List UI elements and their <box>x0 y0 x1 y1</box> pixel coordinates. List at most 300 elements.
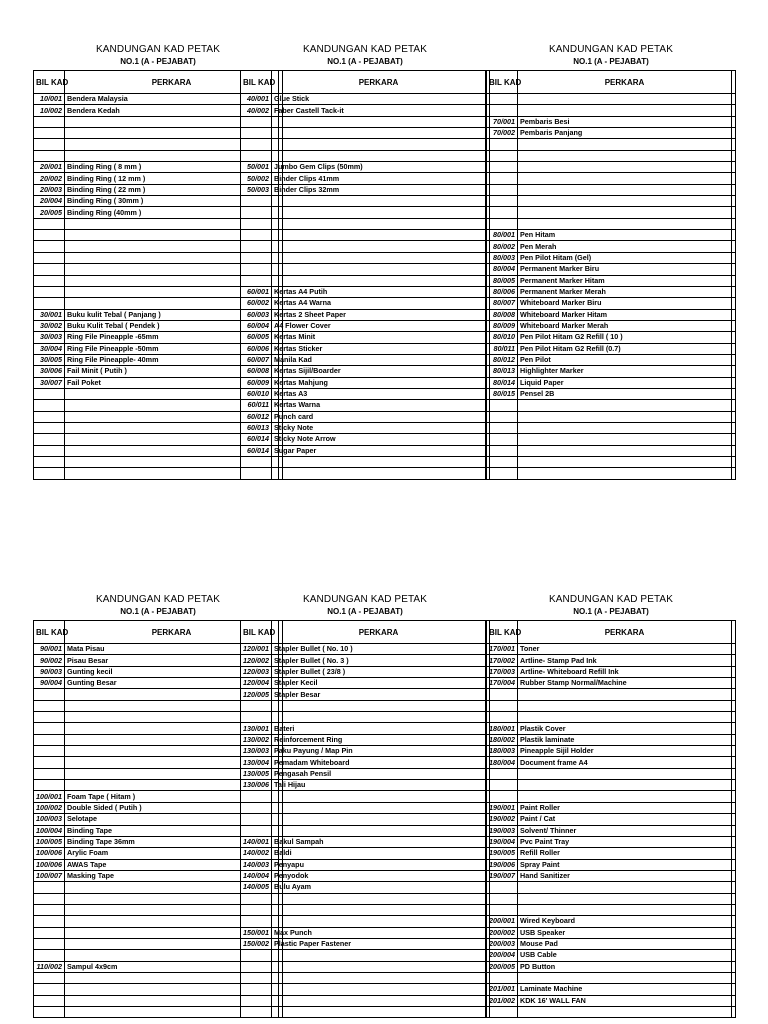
item-name: Binder Clips 41mm <box>272 173 486 184</box>
item-name <box>272 814 486 825</box>
item-name: Baldi <box>272 848 486 859</box>
kad-code: 190/001 <box>487 802 518 813</box>
table-row <box>487 734 736 745</box>
kad-code: 80/012 <box>487 354 518 365</box>
kad-code: 70/001 <box>487 116 518 127</box>
kad-code <box>241 791 272 802</box>
table-row <box>241 689 490 700</box>
gap-cell <box>732 904 736 915</box>
kad-code: 60/010 <box>241 388 272 399</box>
item-name: Ring File Pineapple- 40mm <box>65 354 279 365</box>
gap-cell <box>732 286 736 297</box>
kad-code: 190/005 <box>487 848 518 859</box>
gap-cell <box>732 162 736 173</box>
gap-cell <box>732 377 736 388</box>
gap-cell <box>732 655 736 666</box>
table-row <box>241 655 490 666</box>
kad-code <box>241 802 272 813</box>
gap-cell <box>732 196 736 207</box>
kad-code <box>34 734 65 745</box>
item-name: Stapler Bullet ( 23/8 ) <box>272 666 486 677</box>
kad-code: 10/001 <box>34 94 65 105</box>
table-row <box>487 927 736 938</box>
gap-cell <box>732 768 736 779</box>
item-name: Stapler Bullet ( No. 3 ) <box>272 655 486 666</box>
kad-code: 30/004 <box>34 343 65 354</box>
table-row <box>487 916 736 927</box>
kad-code <box>34 445 65 456</box>
item-name: Whiteboard Marker Hitam <box>518 309 732 320</box>
item-name: Highlighter Marker <box>518 366 732 377</box>
item-name <box>272 207 486 218</box>
panel-subtitle: NO.1 (A - PEJABAT) <box>573 607 649 616</box>
table-row <box>241 298 490 309</box>
panel-title: KANDUNGAN KAD PETAK <box>96 594 220 605</box>
item-name: Foam Tape ( Hitam ) <box>65 791 279 802</box>
kad-code <box>241 984 272 995</box>
bil-header: BIL KAD <box>34 621 65 644</box>
kad-code <box>34 916 65 927</box>
gap-cell <box>732 354 736 365</box>
table-row <box>487 825 736 836</box>
kad-code <box>34 468 65 479</box>
table-row <box>241 116 490 127</box>
gap-cell <box>732 961 736 972</box>
item-name: Document frame A4 <box>518 757 732 768</box>
kad-code <box>487 791 518 802</box>
table-row <box>241 400 490 411</box>
kad-code: 60/006 <box>241 343 272 354</box>
item-name: Whiteboard Marker Biru <box>518 298 732 309</box>
item-name <box>518 904 732 915</box>
item-name <box>518 218 732 229</box>
kad-code: 60/014 <box>241 434 272 445</box>
table-header <box>241 71 490 94</box>
kad-code: 60/012 <box>241 411 272 422</box>
item-name: Pen Merah <box>518 241 732 252</box>
kad-code: 50/003 <box>241 184 272 195</box>
gap-cell <box>732 916 736 927</box>
item-name: A4 Flower Cover <box>272 320 486 331</box>
gap-cell <box>732 388 736 399</box>
item-name <box>272 712 486 723</box>
table-row <box>487 995 736 1006</box>
kad-code <box>34 218 65 229</box>
item-name: Paint / Cat <box>518 814 732 825</box>
item-name <box>272 950 486 961</box>
kad-code: 80/013 <box>487 366 518 377</box>
kad-code: 201/001 <box>487 984 518 995</box>
kad-code <box>487 768 518 779</box>
item-name: Penyodok <box>272 870 486 881</box>
kad-code: 60/008 <box>241 366 272 377</box>
item-name: Kertas Sijil/Boarder <box>272 366 486 377</box>
item-name: Pemadam Whiteboard <box>272 757 486 768</box>
item-name <box>272 196 486 207</box>
gap-cell <box>732 105 736 116</box>
item-name: Refill Roller <box>518 848 732 859</box>
kad-code <box>487 105 518 116</box>
item-name: Ring File Pineapple -50mm <box>65 343 279 354</box>
kad-code <box>487 207 518 218</box>
table-row <box>487 893 736 904</box>
item-name: Binder Clips 32mm <box>272 184 486 195</box>
kad-code <box>487 162 518 173</box>
table-row <box>241 768 490 779</box>
gap-cell <box>732 836 736 847</box>
kad-code: 140/004 <box>241 870 272 881</box>
item-name: Reinforcement Ring <box>272 734 486 745</box>
gap-cell <box>732 366 736 377</box>
kad-code <box>34 768 65 779</box>
item-name <box>518 689 732 700</box>
table-row <box>487 848 736 859</box>
kad-code: 170/001 <box>487 644 518 655</box>
item-name: Bulu Ayam <box>272 882 486 893</box>
kad-code <box>34 780 65 791</box>
item-name: Glue Stick <box>272 94 486 105</box>
kad-code: 100/005 <box>34 836 65 847</box>
kad-code: 170/003 <box>487 666 518 677</box>
item-name: Arylic Foam <box>65 848 279 859</box>
table-row <box>487 746 736 757</box>
table-row <box>487 644 736 655</box>
item-name: Binding Ring (40mm ) <box>65 207 279 218</box>
table-row <box>241 139 490 150</box>
kad-code <box>241 275 272 286</box>
kad-code: 40/002 <box>241 105 272 116</box>
kad-code <box>487 173 518 184</box>
item-name <box>518 972 732 983</box>
kad-code: 80/003 <box>487 252 518 263</box>
kad-code <box>487 184 518 195</box>
item-name: USB Speaker <box>518 927 732 938</box>
kad-code <box>241 814 272 825</box>
item-name <box>518 162 732 173</box>
table-row <box>241 644 490 655</box>
item-table <box>486 70 736 480</box>
kad-code: 100/001 <box>34 791 65 802</box>
item-name <box>518 1007 732 1018</box>
kad-code <box>34 241 65 252</box>
table-row <box>487 105 736 116</box>
table-row <box>241 814 490 825</box>
kad-code <box>487 904 518 915</box>
table-row <box>241 445 490 456</box>
kad-code: 110/002 <box>34 961 65 972</box>
item-name <box>272 961 486 972</box>
item-name: Penyapu <box>272 859 486 870</box>
table-row <box>241 457 490 468</box>
kad-code <box>487 468 518 479</box>
gap-cell <box>732 938 736 949</box>
gap-cell <box>732 870 736 881</box>
kad-code <box>34 972 65 983</box>
kad-code <box>487 400 518 411</box>
gap-cell <box>732 173 736 184</box>
perkara-header: PERKARA <box>65 71 279 94</box>
table-row <box>241 241 490 252</box>
table-row <box>487 961 736 972</box>
table-row <box>241 961 490 972</box>
item-name: Binding Tape 36mm <box>65 836 279 847</box>
kad-code: 10/002 <box>34 105 65 116</box>
perkara-header: PERKARA <box>518 621 732 644</box>
table-row <box>487 411 736 422</box>
table-row <box>241 734 490 745</box>
table-row <box>241 904 490 915</box>
gap-cell <box>732 422 736 433</box>
kad-code: 140/005 <box>241 882 272 893</box>
item-name <box>518 173 732 184</box>
table-row <box>241 434 490 445</box>
table-row <box>487 150 736 161</box>
kad-code <box>34 230 65 241</box>
item-name: Pen Pilot <box>518 354 732 365</box>
kad-code <box>34 411 65 422</box>
kad-code: 80/007 <box>487 298 518 309</box>
item-name: Buku kulit Tebal ( Panjang ) <box>65 309 279 320</box>
table-row <box>241 700 490 711</box>
kad-code <box>241 972 272 983</box>
kad-code <box>241 904 272 915</box>
kad-code <box>241 950 272 961</box>
kad-code: 80/002 <box>487 241 518 252</box>
table-row <box>487 445 736 456</box>
kad-code <box>241 961 272 972</box>
gap-cell <box>732 893 736 904</box>
table-row <box>487 218 736 229</box>
table-row <box>487 252 736 263</box>
table-row <box>487 388 736 399</box>
table-row <box>487 241 736 252</box>
kad-code: 100/006 <box>34 859 65 870</box>
table-row <box>241 972 490 983</box>
item-name <box>272 230 486 241</box>
kad-code <box>487 700 518 711</box>
table-row <box>241 309 490 320</box>
table-row <box>241 286 490 297</box>
item-name <box>272 218 486 229</box>
kad-code: 140/001 <box>241 836 272 847</box>
panel-subtitle: NO.1 (A - PEJABAT) <box>120 607 196 616</box>
item-name: Pen Pilot Hitam G2 Refill ( 10 ) <box>518 332 732 343</box>
gap-cell <box>732 814 736 825</box>
gap-cell <box>732 230 736 241</box>
gap-cell <box>732 264 736 275</box>
gap-cell <box>732 712 736 723</box>
kad-code: 190/002 <box>487 814 518 825</box>
item-name: Liquid Paper <box>518 377 732 388</box>
item-name <box>272 241 486 252</box>
item-name: Laminate Machine <box>518 984 732 995</box>
kad-code: 180/001 <box>487 723 518 734</box>
kad-code <box>487 94 518 105</box>
kad-code: 190/006 <box>487 859 518 870</box>
table-row <box>487 377 736 388</box>
item-name: Sugar Paper <box>272 445 486 456</box>
item-name <box>518 768 732 779</box>
kad-code: 120/002 <box>241 655 272 666</box>
item-name <box>518 105 732 116</box>
kad-code <box>34 422 65 433</box>
table-row <box>487 791 736 802</box>
item-name: Bakul Sampah <box>272 836 486 847</box>
item-name: Whiteboard Marker Merah <box>518 320 732 331</box>
item-name: USB Cable <box>518 950 732 961</box>
kad-code: 80/006 <box>487 286 518 297</box>
table-row <box>241 275 490 286</box>
kad-code: 80/001 <box>487 230 518 241</box>
kad-code: 30/001 <box>34 309 65 320</box>
table-header <box>487 71 736 94</box>
kad-code: 90/002 <box>34 655 65 666</box>
item-name: Plastik Cover <box>518 723 732 734</box>
table-row <box>241 938 490 949</box>
table-header <box>241 621 490 644</box>
item-name: Pengasah Pensil <box>272 768 486 779</box>
table-row <box>241 984 490 995</box>
gap-cell <box>732 298 736 309</box>
item-name: Permanent Marker Hitam <box>518 275 732 286</box>
kad-code <box>241 116 272 127</box>
table-row <box>241 411 490 422</box>
item-name: Stapler Bullet ( No. 10 ) <box>272 644 486 655</box>
panel-subtitle: NO.1 (A - PEJABAT) <box>573 57 649 66</box>
gap-cell <box>732 445 736 456</box>
table-row <box>241 791 490 802</box>
kad-code <box>34 457 65 468</box>
gap-cell <box>732 780 736 791</box>
item-name: Mouse Pad <box>518 938 732 949</box>
kad-code: 60/003 <box>241 309 272 320</box>
table-row <box>241 927 490 938</box>
kad-code <box>34 116 65 127</box>
kad-code: 90/001 <box>34 644 65 655</box>
kad-code <box>34 757 65 768</box>
item-name: Artline- Stamp Pad Ink <box>518 655 732 666</box>
item-name: Fail Poket <box>65 377 279 388</box>
table-row <box>487 354 736 365</box>
item-name <box>272 468 486 479</box>
table-row <box>241 666 490 677</box>
gap-cell <box>732 434 736 445</box>
table-row <box>487 298 736 309</box>
kad-code: 60/002 <box>241 298 272 309</box>
item-name <box>272 139 486 150</box>
item-name <box>518 791 732 802</box>
kad-code <box>241 893 272 904</box>
kad-code <box>241 230 272 241</box>
kad-code <box>241 468 272 479</box>
table-row <box>241 780 490 791</box>
table-row <box>241 196 490 207</box>
kad-code: 180/002 <box>487 734 518 745</box>
item-name: Bendera Malaysia <box>65 94 279 105</box>
kad-code <box>487 445 518 456</box>
kad-code: 80/011 <box>487 343 518 354</box>
gap-cell <box>732 411 736 422</box>
item-name: Double Sided ( Putih ) <box>65 802 279 813</box>
panel-title: KANDUNGAN KAD PETAK <box>303 594 427 605</box>
table-row <box>241 173 490 184</box>
kad-code <box>241 218 272 229</box>
kad-code <box>34 1007 65 1018</box>
item-name: Rubber Stamp Normal/Machine <box>518 678 732 689</box>
kad-code: 20/001 <box>34 162 65 173</box>
table-row <box>241 870 490 881</box>
table-row <box>487 468 736 479</box>
kad-code <box>34 700 65 711</box>
kad-code <box>241 252 272 263</box>
kad-code: 90/004 <box>34 678 65 689</box>
item-name: Jumbo Gem Clips (50mm) <box>272 162 486 173</box>
table-row <box>241 320 490 331</box>
table-row <box>487 938 736 949</box>
item-name <box>518 184 732 195</box>
gap-cell <box>732 241 736 252</box>
table-row <box>241 916 490 927</box>
table-row <box>487 870 736 881</box>
gap-cell <box>732 700 736 711</box>
kad-code <box>241 916 272 927</box>
bil-header: BIL KAD <box>487 71 518 94</box>
kad-code <box>34 746 65 757</box>
kad-code: 170/004 <box>487 678 518 689</box>
table-row <box>241 388 490 399</box>
kad-code: 60/014 <box>241 445 272 456</box>
table-row <box>487 802 736 813</box>
table-row <box>241 366 490 377</box>
kad-code <box>487 893 518 904</box>
kad-code <box>241 995 272 1006</box>
item-name: Faber Castell Tack-it <box>272 105 486 116</box>
table-row <box>241 207 490 218</box>
table-row <box>487 904 736 915</box>
item-name <box>272 904 486 915</box>
table-row <box>487 757 736 768</box>
table-row <box>487 984 736 995</box>
gap-cell <box>732 984 736 995</box>
kad-code: 40/001 <box>241 94 272 105</box>
item-name: Manila Kad <box>272 354 486 365</box>
gap-cell <box>732 972 736 983</box>
gap-cell <box>732 644 736 655</box>
table-row <box>487 196 736 207</box>
table-row <box>241 995 490 1006</box>
table-row <box>241 422 490 433</box>
kad-code: 80/008 <box>487 309 518 320</box>
table-row <box>487 1007 736 1018</box>
item-name <box>518 434 732 445</box>
kad-code <box>34 286 65 297</box>
item-name <box>518 94 732 105</box>
card-panel <box>486 44 736 480</box>
table-row <box>487 400 736 411</box>
panel-title: KANDUNGAN KAD PETAK <box>96 44 220 55</box>
kad-code <box>241 825 272 836</box>
item-name: Kertas A4 Warna <box>272 298 486 309</box>
gap-cell <box>732 320 736 331</box>
gap-cell <box>732 94 736 105</box>
kad-code: 200/003 <box>487 938 518 949</box>
item-table <box>240 70 490 480</box>
kad-code <box>34 723 65 734</box>
kad-code: 140/002 <box>241 848 272 859</box>
item-name: Kertas A4 Putih <box>272 286 486 297</box>
kad-code <box>241 196 272 207</box>
item-name: Plastic Paper Fastener <box>272 938 486 949</box>
